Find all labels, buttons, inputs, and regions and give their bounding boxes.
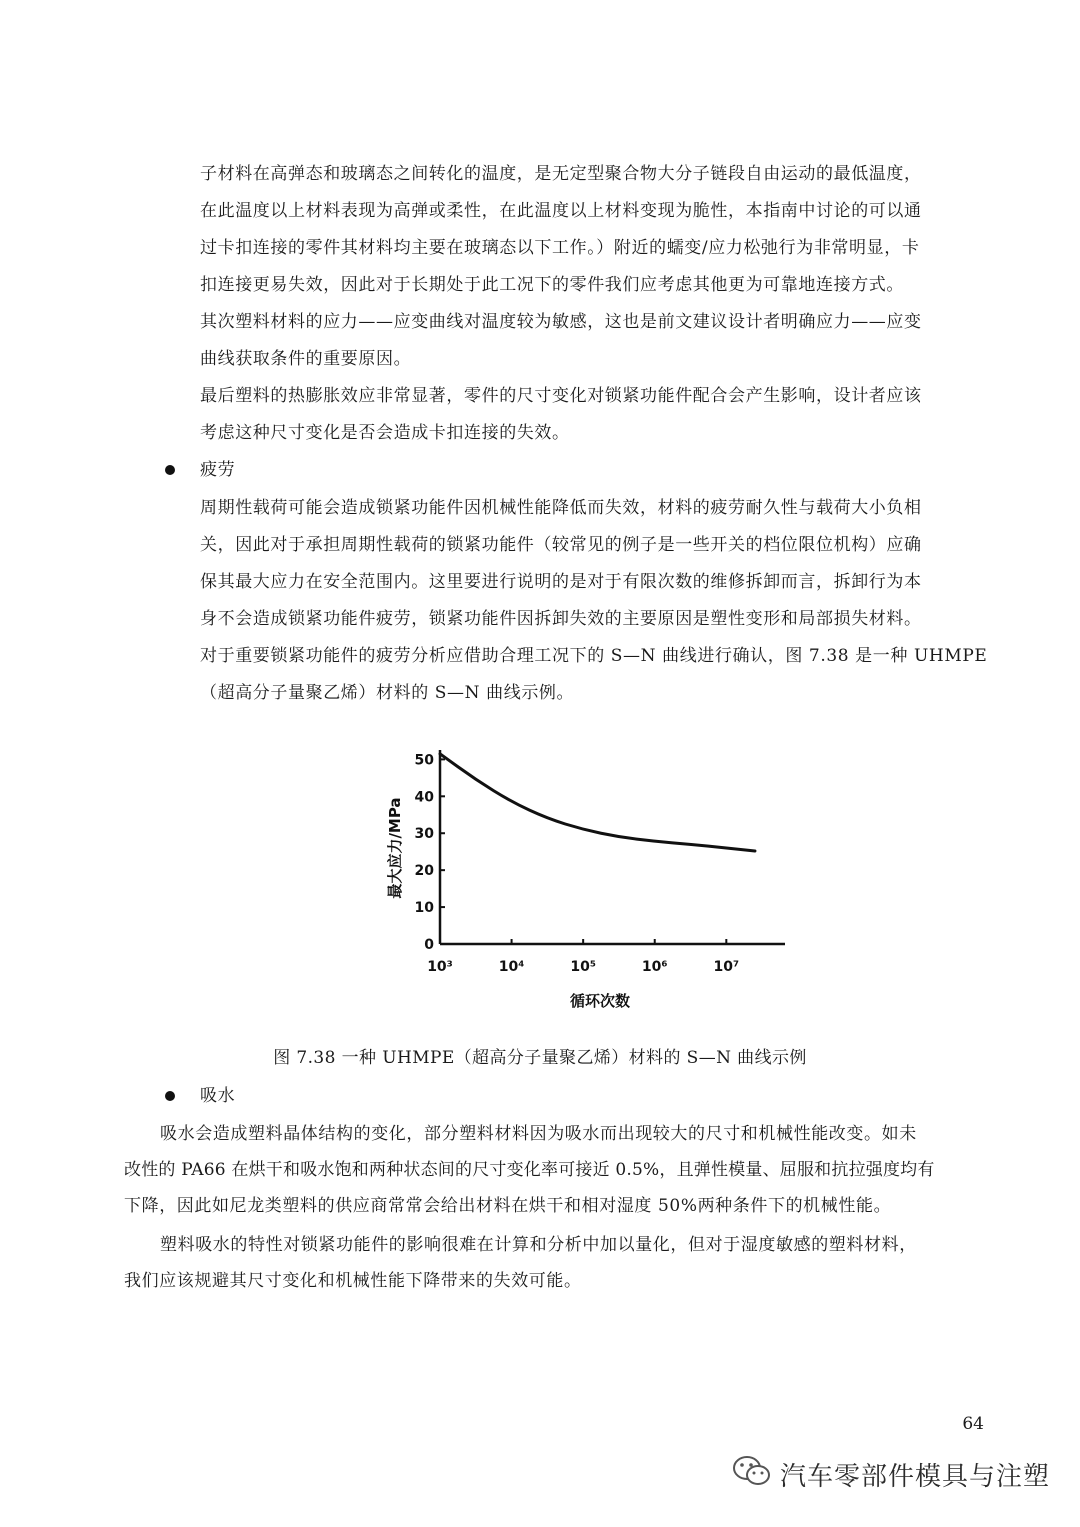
text-line: 过卡扣连接的零件其材料均主要在玻璃态以下工作。）附近的蠕变/应力松弛行为非常明显，卡 xyxy=(200,238,920,258)
chart-svg xyxy=(380,740,800,1025)
bullet-dot-icon xyxy=(165,465,175,475)
text-line: 改性的 PA66 在烘干和吸水饱和两种状态间的尺寸变化率可接近 0.5%，且弹性模量、屈服和抗拉强度均有 xyxy=(124,1160,935,1180)
y-axis xyxy=(415,750,445,953)
text-line: 身不会造成锁紧功能件疲劳，锁紧功能件因拆卸失效的主要原因是塑性变形和局部损失材料。 xyxy=(200,609,922,629)
x-tick-label: 10⁶ xyxy=(641,959,668,975)
text-line: 吸水会造成塑料晶体结构的变化，部分塑料材料因为吸水而出现较大的尺寸和机械性能改变。如未 xyxy=(160,1124,917,1144)
text-line: （超高分子量聚乙烯）材料的 S—N 曲线示例。 xyxy=(200,683,575,703)
y-tick-label: 50 xyxy=(414,752,434,769)
water-heading: 吸水 xyxy=(200,1086,236,1106)
x-tick-label: 10³ xyxy=(427,959,453,975)
text-line: 其次塑料材料的应力——应变曲线对温度较为敏感，这也是前文建议设计者明确应力——应变 xyxy=(200,312,922,332)
text-line: 我们应该规避其尺寸变化和机械性能下降带来的失效可能。 xyxy=(124,1271,582,1291)
text-line: 保其最大应力在安全范围内。这里要进行说明的是对于有限次数的维修拆卸而言，拆卸行为本 xyxy=(200,572,922,592)
page-number: 64 xyxy=(962,1414,984,1434)
y-tick-label: 30 xyxy=(414,826,434,843)
y-tick-label: 20 xyxy=(414,863,434,880)
x-tick-label: 10⁴ xyxy=(498,959,525,975)
text-line: 塑料吸水的特性对锁紧功能件的影响很难在计算和分析中加以量化，但对于湿度敏感的塑料材料， xyxy=(160,1235,917,1255)
fatigue-heading: 疲劳 xyxy=(200,460,236,480)
text-line: 在此温度以上材料表现为高弹或柔性，在此温度以上材料变现为脆性，本指南中讨论的可以通 xyxy=(200,201,922,221)
watermark xyxy=(732,1454,1050,1494)
x-axis xyxy=(427,939,785,975)
x-axis-title: 循环次数 xyxy=(569,992,631,1010)
y-axis-title: 最大应力/MPa xyxy=(386,797,404,899)
text-line: 对于重要锁紧功能件的疲劳分析应借助合理工况下的 S—N 曲线进行确认，图 7.38 是一种 UHMPE xyxy=(200,646,988,666)
y-tick-label: 0 xyxy=(424,937,434,953)
figure-caption: 图 7.38 一种 UHMPE（超高分子量聚乙烯）材料的 S—N 曲线示例 xyxy=(273,1048,807,1068)
text-line: 关，因此对于承担周期性载荷的锁紧功能件（较常见的例子是一些开关的档位限位机构）应确 xyxy=(200,535,922,555)
bullet-dot-icon xyxy=(165,1091,175,1101)
text-line: 曲线获取条件的重要原因。 xyxy=(200,349,412,369)
y-tick-label: 40 xyxy=(414,789,434,806)
text-line: 周期性载荷可能会造成锁紧功能件因机械性能降低而失效，材料的疲劳耐久性与载荷大小负相 xyxy=(200,498,922,518)
series-line xyxy=(440,754,755,851)
text-line: 子材料在高弹态和玻璃态之间转化的温度，是无定型聚合物大分子链段自由运动的最低温度， xyxy=(200,164,922,184)
text-line: 下降，因此如尼龙类塑料的供应商常常会给出材料在烘干和相对湿度 50%两种条件下的机械性能。 xyxy=(124,1196,892,1216)
text-line: 考虑这种尺寸变化是否会造成卡扣连接的失效。 xyxy=(200,423,570,443)
y-tick-label: 10 xyxy=(414,900,434,917)
text-line: 最后塑料的热膨胀效应非常显著，零件的尺寸变化对锁紧功能件配合会产生影响，设计者应该 xyxy=(200,386,922,406)
x-tick-label: 10⁵ xyxy=(570,959,596,975)
wechat-icon xyxy=(732,1454,772,1495)
watermark-text: 汽车零部件模具与注塑 xyxy=(779,1461,1050,1492)
series xyxy=(440,754,755,851)
text-line: 扣连接更易失效，因此对于长期处于此工况下的零件我们应考虑其他更为可靠地连接方式。 xyxy=(200,275,904,295)
sn-curve-chart xyxy=(380,740,800,1025)
x-tick-label: 10⁷ xyxy=(713,959,740,975)
